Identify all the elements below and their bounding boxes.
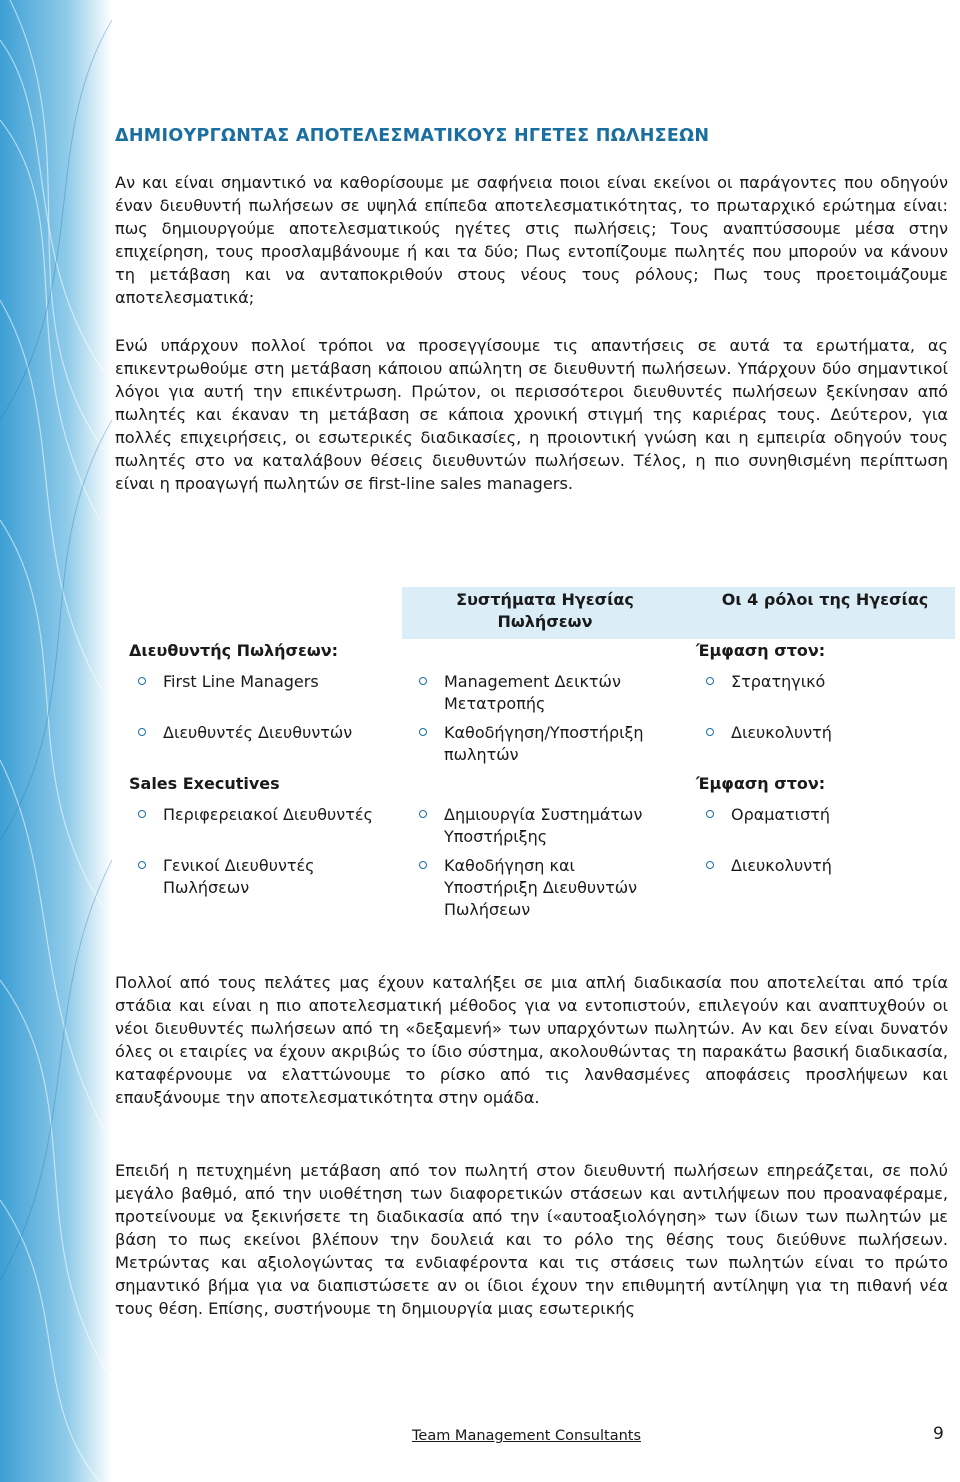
page-title: ΔΗΜΙΟΥΡΓΩΝΤΑΣ ΑΠΟΤΕΛΕΣΜΑΤΙΚΟΥΣ ΗΓΕΤΕΣ ΠΩΛΗΣΕΩΝ bbox=[115, 126, 710, 146]
list-item: Στρατηγικό bbox=[731, 671, 931, 693]
paragraph-intro: Αν και είναι σημαντικό να καθορίσουμε με σαφήνεια ποιοι είναι εκείνοι οι παράγοντες που οδηγούν έναν διευθυντή πωλήσεων σε υψηλά επίπεδα αποτελεσματικότητας, το πρωταρχικό ερώτημα είναι: πως δημιουργούμε αποτελεσματικούς ηγέτες στις πωλήσεις; Τους αναπτύσσουμε μέσα στην επιχείρηση, τους προσλαμβάνουμε ή και τα δύο; Πως εντοπίζουμε πωλητές που μπορούν να κάνουν τη μετάβαση και να ανταποκριθούν στους νέους τους ρόλους; Πως τους προετοιμάζουμε αποτελεσματικά; bbox=[115, 173, 948, 307]
list-item: Γενικοί Διευθυντές Πωλήσεων bbox=[163, 855, 363, 899]
paragraph-self-assessment: Επειδή η πετυχημένη μετάβαση από τον πωλητή στον διευθυντή πωλήσεων επηρεάζεται, σε πολύ μεγάλο βαθμό, από την υιοθέτηση των διαφορετικών στάσεων και αντιλήψεων που προαναφέραμε, προτείνουμε να ξεκινήσετε τη διαδικασία από την ί«αυτοαξιολόγηση» των ίδιων των πωλητών με βάση το πως εκείνοι βλέπουν την δουλειά και το ρόλο της θέσης τους διεύθυνε πωλήσεων. Μετρώντας και αξιολογώντας τα ενδιαφέροντα και τις στάσεις των πωλητών είναι το πρώτο σημαντικό βήμα για να διαπιστώσετε αν οι ίδιοι έχουν την επιθυμητή αντίληψη για τη πιθανή νέα τους θέση. Επίσης, συστήνουμε τη δημιουργία μιας εσωτερικής bbox=[115, 1161, 948, 1318]
list-item: Δημιουργία Συστημάτων Υποστήριξης bbox=[444, 804, 674, 848]
list-item: Καθοδήγηση και Υποστήριξη Διευθυντών Πωλήσεων bbox=[444, 855, 669, 921]
paragraph-transition: Ενώ υπάρχουν πολλοί τρόποι να προσεγγίσουμε τις απαντήσεις σε αυτά τα ερωτήματα, ας επικεντρωθούμε στη μετάβαση κάποιου απώλητη σε διευθυντή πωλήσεων. Υπάρχουν δύο σημαντικοί λόγοι για αυτή την επικέντρωση. Πρώτον, οι περισσότεροι διευθυντές πωλήσεων ξεκίνησαν από πωλητές και έκαναν τη μετάβαση σε κάποια χρονική στιγμή της καριέρας τους. Δεύτερον, για πολλές επιχειρήσεις, οι εσωτερικές διαδικασίες, η προιοντική γνώση και η εμπειρία οδηγούν τους πωλητές στο να καταλάβουν θέσεις διευθυντών πωλήσεων. Τέλος, η πιο συνηθισμένη περίπτωση είναι η προαγωγή πωλητών σε first-line sales managers. bbox=[115, 336, 948, 493]
list-item: First Line Managers bbox=[163, 671, 383, 693]
decorative-wave-background bbox=[0, 0, 112, 1482]
group-emphasis-2: Έμφαση στον: bbox=[696, 774, 826, 793]
group-emphasis-1: Έμφαση στον: bbox=[696, 641, 826, 660]
footer-company-link[interactable]: Team Management Consultants bbox=[412, 1428, 642, 1444]
group-label-sales-executives: Sales Executives bbox=[129, 774, 280, 793]
list-item: Management Δεικτών Μετατροπής bbox=[444, 671, 674, 715]
list-item: Διευκολυντή bbox=[731, 722, 931, 744]
paragraph-clients: Πολλοί από τους πελάτες μας έχουν καταλήξει σε μια απλή διαδικασία που αποτελείται από τρία στάδια και είναι η πιο αποτελεσματική μέθοδος για να εντοπιστούν, επιλεγούν και αναπτυχθούν οι νέοι διευθυντές πωλήσεων από τη «δεξαμενή» των υπαρχόντων πωλητών. Αν και δεν είναι δυνατόν όλες οι εταιρίες να έχουν ακριβώς το ίδιο σύστημα, ακολουθώντας τη παρακάτω βασική διαδικασία, καταφέρνουμε να ελαττώνουμε το ρίσκο από τις λανθασμένες αποφάσεις προσλήψεων και επαυξάνουμε την αποτελεσματικότητα στην ομάδα. bbox=[115, 973, 948, 1107]
list-item: Περιφερειακοί Διευθυντές bbox=[163, 804, 403, 826]
list-item: Διευκολυντή bbox=[731, 855, 931, 877]
list-item: Καθοδήγηση/Υποστήριξη πωλητών bbox=[444, 722, 674, 766]
page-number: 9 bbox=[933, 1424, 944, 1444]
table-header-systems: Συστήματα Ηγεσίας Πωλήσεων bbox=[456, 590, 634, 631]
group-label-sales-director: Διευθυντής Πωλήσεων: bbox=[129, 641, 339, 660]
list-item: Οραματιστή bbox=[731, 804, 931, 826]
list-item: Διευθυντές Διευθυντών bbox=[163, 722, 393, 744]
table-header-roles: Οι 4 ρόλοι της Ηγεσίας bbox=[721, 590, 929, 609]
